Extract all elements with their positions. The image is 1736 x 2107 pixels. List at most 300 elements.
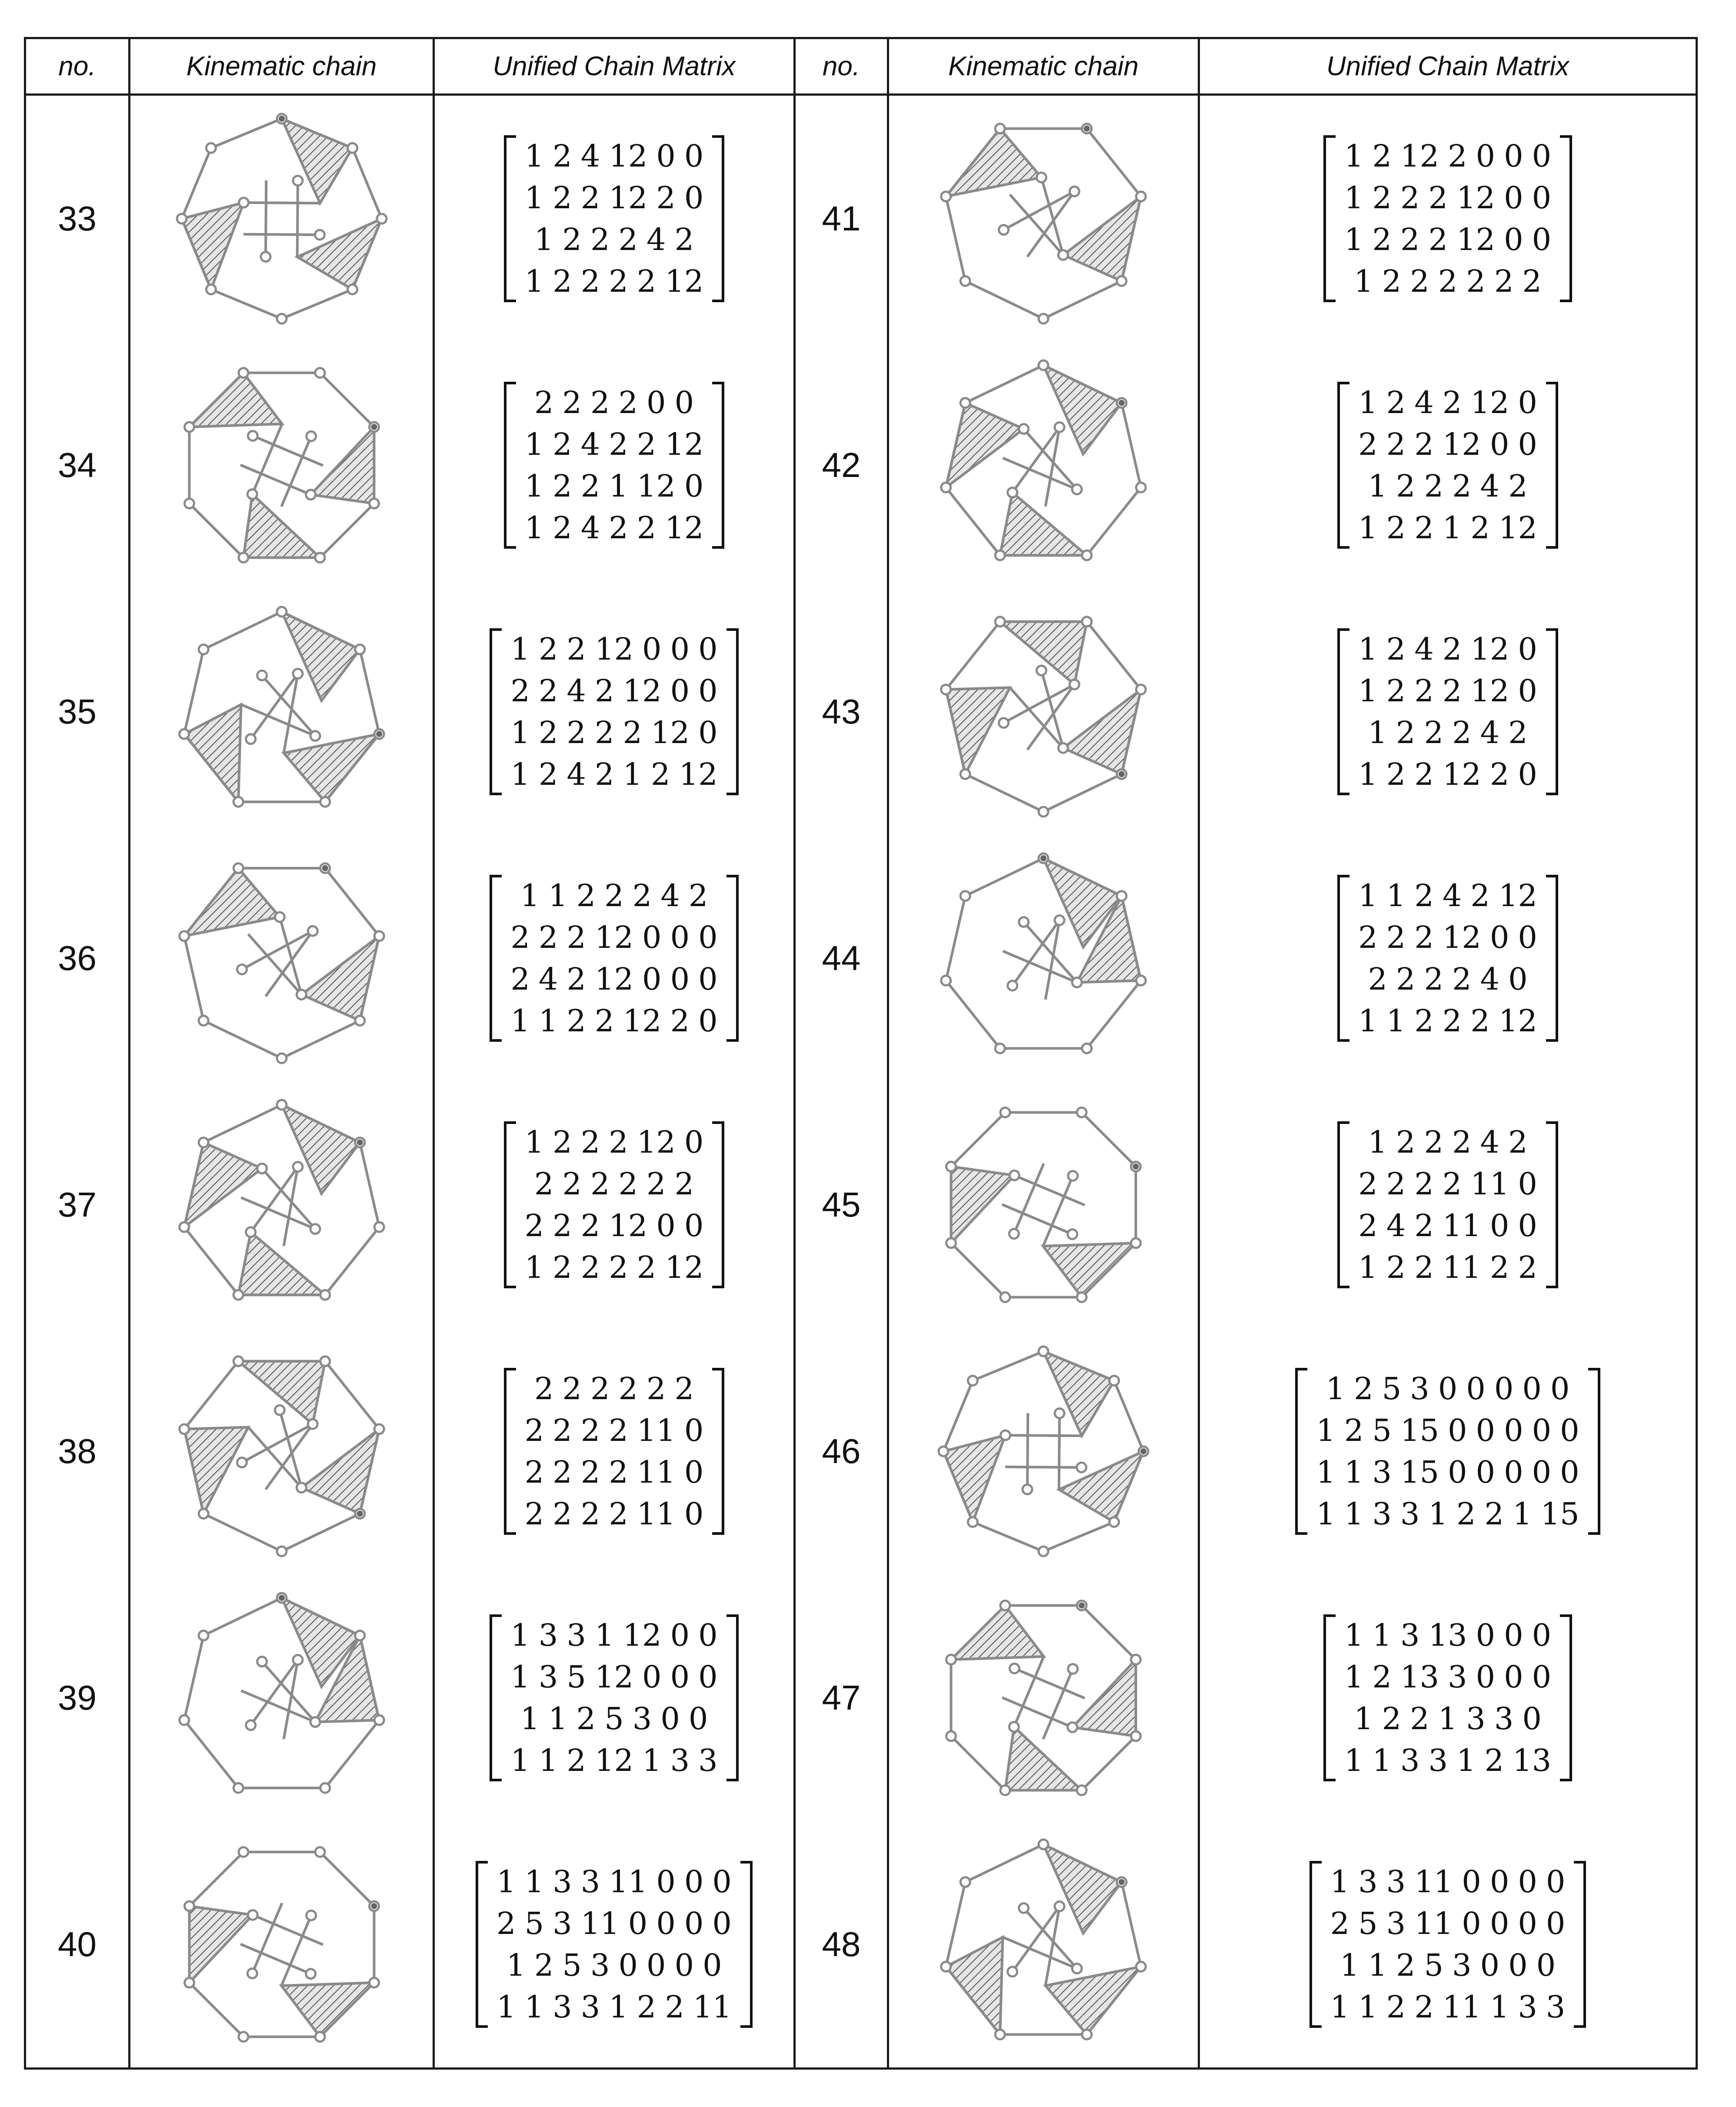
matrix-row bbox=[1340, 260, 1556, 302]
matrix-entry: 2 bbox=[1386, 673, 1406, 709]
matrix-row bbox=[520, 1493, 708, 1535]
joint-node bbox=[946, 1238, 956, 1248]
matrix-entry: 2 bbox=[636, 1249, 656, 1285]
kinematic-chain-38-diagram bbox=[160, 1338, 403, 1564]
ternary-link-hatched bbox=[301, 1429, 379, 1514]
matrix-entry: 0 bbox=[684, 468, 704, 504]
joint-node bbox=[374, 1222, 384, 1232]
matrix-entry: 2 bbox=[566, 961, 586, 997]
joint-node bbox=[1110, 1517, 1119, 1527]
joint-node bbox=[941, 192, 951, 201]
matrix-entry: 2 bbox=[636, 510, 656, 546]
matrix-entry: 2 bbox=[609, 1496, 628, 1532]
matrix-entry: 2 bbox=[1442, 1166, 1462, 1202]
matrix-right-bracket bbox=[712, 135, 724, 302]
matrix-entry: 1 bbox=[1438, 1700, 1458, 1737]
matrix-row bbox=[1354, 1163, 1542, 1205]
ternary-link-hatched bbox=[1043, 1844, 1122, 1933]
matrix-row bbox=[1354, 958, 1542, 1000]
matrix-entry: 2 bbox=[1386, 510, 1406, 546]
matrix-row bbox=[520, 465, 708, 507]
matrix-entry: 2 bbox=[674, 1370, 694, 1407]
joint-node bbox=[1072, 1964, 1082, 1973]
matrix-entry: 2 bbox=[1414, 1249, 1434, 1285]
matrix-entry: 0 bbox=[1532, 222, 1552, 258]
joint-node bbox=[1039, 1547, 1048, 1556]
chain-number: 46 bbox=[822, 1431, 861, 1470]
matrix-entry: 2 bbox=[636, 427, 656, 463]
matrix-entry: 0 bbox=[1522, 1370, 1542, 1407]
matrix-entry: 0 bbox=[1518, 385, 1537, 421]
joint-node bbox=[308, 1419, 317, 1429]
matrix-entry: 12 bbox=[636, 468, 676, 504]
matrix-row bbox=[506, 1656, 722, 1698]
matrix-entry: 0 bbox=[1480, 1947, 1500, 1983]
joint-node bbox=[995, 1043, 1005, 1053]
unified-chain-matrix bbox=[1337, 875, 1558, 1042]
matrix-entry: 1 bbox=[510, 1659, 530, 1695]
matrix-entry: 4 bbox=[1442, 878, 1462, 914]
matrix-row bbox=[520, 1163, 708, 1205]
chain-number: 39 bbox=[58, 1678, 97, 1717]
matrix-entry: 3 bbox=[580, 1989, 600, 2025]
matrix-entry: 1 bbox=[1358, 878, 1378, 914]
joint-node bbox=[184, 1901, 194, 1911]
matrix-entry: 11 bbox=[1414, 1905, 1453, 1941]
matrix-entry: 3 bbox=[1372, 1454, 1392, 1490]
matrix-entry: 0 bbox=[1532, 1412, 1552, 1448]
matrix-entry: 0 bbox=[712, 1905, 732, 1941]
unified-chain-matrix bbox=[504, 1121, 725, 1288]
joint-node bbox=[238, 368, 248, 378]
matrix-entry: 1 bbox=[524, 1249, 544, 1285]
header-matrix-left: Unified Chain Matrix bbox=[434, 38, 795, 95]
ground-joint-marker bbox=[1133, 1164, 1139, 1170]
matrix-entry: 1 bbox=[524, 1989, 544, 2025]
matrix-entry: 2 bbox=[618, 222, 638, 258]
matrix-entry: 2 bbox=[609, 510, 628, 546]
matrix-entry: 12 bbox=[1498, 878, 1537, 914]
joint-node bbox=[355, 645, 364, 654]
matrix-entry: 1 bbox=[1344, 1742, 1364, 1778]
matrix-entry: 12 bbox=[1498, 1003, 1537, 1039]
matrix-entry: 1 bbox=[1344, 222, 1364, 258]
matrix-entry: 0 bbox=[1560, 1412, 1579, 1448]
matrix-entry: 1 bbox=[524, 263, 544, 300]
matrix-entry: 0 bbox=[684, 1905, 704, 1941]
binary-link bbox=[242, 1424, 313, 1462]
matrix-entry: 3 bbox=[1400, 1496, 1420, 1532]
matrix-row bbox=[506, 917, 722, 958]
matrix-right-bracket bbox=[1588, 1368, 1600, 1535]
matrix-entry: 1 bbox=[1344, 138, 1364, 174]
matrix-entry: 0 bbox=[698, 1617, 718, 1653]
matrix-row bbox=[520, 507, 708, 549]
unified-chain-matrix bbox=[1309, 1861, 1586, 2028]
joint-node bbox=[1019, 1903, 1029, 1913]
matrix-entry: 1 bbox=[1513, 1496, 1532, 1532]
matrix-row bbox=[520, 135, 708, 177]
matrix-right-bracket bbox=[726, 875, 739, 1042]
matrix-entry: 2 bbox=[1396, 961, 1416, 997]
matrix-row bbox=[1326, 1986, 1570, 2028]
matrix-row bbox=[1354, 1247, 1542, 1288]
matrix-entry: 2 bbox=[590, 1370, 610, 1407]
matrix-entry: 0 bbox=[1532, 1617, 1552, 1653]
matrix-entry: 1 bbox=[520, 1700, 540, 1737]
ground-joint-marker bbox=[1119, 1879, 1125, 1885]
chain-column-right bbox=[888, 95, 1199, 2069]
joint-node bbox=[1008, 981, 1017, 990]
joint-node bbox=[1055, 1901, 1064, 1911]
matrix-entry: 0 bbox=[642, 631, 662, 667]
chain-number: 38 bbox=[58, 1431, 97, 1470]
matrix-entry: 1 bbox=[1326, 1370, 1346, 1407]
matrix-entry: 0 bbox=[1489, 1864, 1509, 1900]
matrix-entry: 2 bbox=[1382, 263, 1402, 300]
ternary-link-hatched bbox=[184, 705, 241, 802]
unified-chain-matrix bbox=[490, 1614, 738, 1781]
joint-node bbox=[277, 1054, 287, 1063]
ground-joint-marker bbox=[376, 731, 382, 737]
matrix-entry: 1 bbox=[1344, 180, 1364, 216]
matrix-entry: 0 bbox=[1560, 1454, 1579, 1490]
matrix-row bbox=[520, 1410, 708, 1451]
ground-joint-marker bbox=[1079, 1602, 1085, 1608]
matrix-entry: 4 bbox=[1480, 468, 1500, 504]
matrix-entry: 0 bbox=[1550, 1370, 1570, 1407]
matrix-entry: 2 bbox=[1442, 1003, 1462, 1039]
matrix-entry: 2 bbox=[1396, 468, 1416, 504]
joint-node bbox=[960, 1877, 970, 1887]
matrix-entry: 2 bbox=[1414, 920, 1434, 956]
joint-node bbox=[347, 285, 357, 294]
matrix-entry: 0 bbox=[698, 1659, 718, 1695]
ground-joint-marker bbox=[279, 116, 285, 122]
joint-node bbox=[257, 1657, 267, 1666]
matrix-entry: 2 bbox=[590, 1166, 610, 1202]
matrix-entry: 12 bbox=[623, 1003, 662, 1039]
matrix-entry: 2 bbox=[510, 961, 530, 997]
matrix-entry: 2 bbox=[636, 263, 656, 300]
binary-link bbox=[1027, 1413, 1028, 1490]
matrix-entry: 0 bbox=[698, 631, 718, 667]
matrix-entry: 0 bbox=[698, 961, 718, 997]
matrix-entry: 2 bbox=[1386, 757, 1406, 793]
matrix-entry: 0 bbox=[1518, 757, 1537, 793]
matrix-entry: 3 bbox=[1400, 1742, 1420, 1778]
joint-node bbox=[1058, 743, 1068, 753]
matrix-entry: 2 bbox=[510, 673, 530, 709]
matrix-entry: 2 bbox=[566, 1003, 586, 1039]
matrix-entry: 12 bbox=[1456, 222, 1496, 258]
matrix-entry: 0 bbox=[698, 1003, 718, 1039]
matrix-entry: 2 bbox=[609, 1249, 628, 1285]
matrix-entry: 12 bbox=[1400, 138, 1439, 174]
matrix-row bbox=[1312, 1368, 1583, 1410]
matrix-entry: 2 bbox=[553, 138, 572, 174]
matrix-entry: 3 bbox=[553, 1905, 572, 1941]
matrix-entry: 2 bbox=[1428, 222, 1448, 258]
matrix-entry: 3 bbox=[1452, 1947, 1472, 1983]
joint-node bbox=[1068, 1171, 1078, 1180]
joint-node bbox=[1072, 485, 1082, 494]
joint-node bbox=[315, 368, 325, 378]
joint-node bbox=[1019, 917, 1029, 927]
matrix-entry: 0 bbox=[1504, 1454, 1523, 1490]
matrix-entry: 2 bbox=[534, 1166, 554, 1202]
joint-node bbox=[968, 1517, 977, 1527]
matrix-entry: 0 bbox=[684, 1412, 704, 1448]
joint-node bbox=[1077, 1292, 1086, 1302]
matrix-row bbox=[506, 958, 722, 1000]
joint-node bbox=[1039, 360, 1048, 370]
matrix-entry: 2 bbox=[580, 1412, 600, 1448]
matrix-entry: 4 bbox=[660, 878, 680, 914]
joint-node bbox=[315, 230, 324, 240]
matrix-entry: 2 bbox=[618, 1370, 638, 1407]
matrix-entry: 2 bbox=[646, 1166, 666, 1202]
matrix-entry: 2 bbox=[553, 1454, 572, 1490]
joint-node bbox=[941, 483, 951, 492]
matrix-entry: 12 bbox=[665, 263, 704, 300]
matrix-entry: 2 bbox=[562, 222, 582, 258]
matrix-left-bracket bbox=[476, 1861, 488, 2028]
matrix-entry: 0 bbox=[1462, 1905, 1481, 1941]
ground-joint-marker bbox=[322, 865, 328, 871]
matrix-entry: 2 bbox=[553, 1496, 572, 1532]
matrix-entry: 2 bbox=[576, 878, 596, 914]
matrix-entry: 2 bbox=[524, 1454, 544, 1490]
matrix-entry: 0 bbox=[628, 1905, 648, 1941]
joint-node bbox=[999, 718, 1009, 728]
matrix-entry: 1 bbox=[524, 427, 544, 463]
joint-node bbox=[308, 926, 317, 936]
joint-node bbox=[199, 645, 208, 654]
matrix-entry: 1 bbox=[1386, 878, 1406, 914]
unified-chain-matrix bbox=[1323, 1614, 1572, 1781]
matrix-entry: 1 bbox=[1368, 1124, 1387, 1160]
matrix-entry: 4 bbox=[1480, 961, 1500, 997]
matrix-row bbox=[1354, 507, 1542, 549]
matrix-entry: 1 bbox=[1358, 631, 1378, 667]
matrix-entry: 1 bbox=[524, 180, 544, 216]
matrix-entry: 11 bbox=[1442, 1249, 1481, 1285]
matrix-entry: 12 bbox=[1470, 631, 1509, 667]
matrix-entry: 0 bbox=[1476, 1617, 1496, 1653]
joint-node bbox=[179, 1222, 189, 1232]
matrix-entry: 1 bbox=[1428, 1496, 1448, 1532]
matrix-entry: 0 bbox=[684, 1454, 704, 1490]
matrix-entry: 2 bbox=[1414, 878, 1434, 914]
matrix-entry: 0 bbox=[1522, 1700, 1542, 1737]
matrix-entry: 2 bbox=[1372, 222, 1392, 258]
matrix-entry: 4 bbox=[1480, 715, 1500, 751]
matrix-right-bracket bbox=[1546, 628, 1558, 795]
matrix-row bbox=[1340, 1698, 1556, 1740]
matrix-entry: 2 bbox=[1354, 1370, 1373, 1407]
matrix-row bbox=[1354, 382, 1542, 423]
matrix-entry: 2 bbox=[1414, 1989, 1434, 2025]
matrix-entry: 3 bbox=[1466, 1700, 1486, 1737]
matrix-entry: 0 bbox=[1546, 1905, 1566, 1941]
joint-node bbox=[1055, 916, 1064, 925]
matrix-entry: 0 bbox=[703, 1947, 722, 1983]
joint-node bbox=[960, 891, 970, 901]
joint-node bbox=[374, 1424, 384, 1434]
matrix-row bbox=[1340, 135, 1556, 177]
matrix-entry: 2 bbox=[1386, 1249, 1406, 1285]
unified-chain-matrix bbox=[476, 1861, 753, 2028]
joint-node bbox=[1082, 2030, 1092, 2039]
binary-link bbox=[1004, 684, 1075, 723]
matrix-entry: 3 bbox=[632, 1700, 652, 1737]
joint-node bbox=[1131, 1731, 1140, 1741]
joint-node bbox=[179, 1715, 189, 1725]
joint-node bbox=[1131, 1238, 1140, 1248]
matrix-entry: 2 bbox=[632, 878, 652, 914]
matrix-entry: 2 bbox=[1414, 757, 1434, 793]
joint-node bbox=[1010, 1170, 1019, 1180]
binary-link bbox=[1004, 192, 1075, 230]
matrix-entry: 1 bbox=[510, 1742, 530, 1778]
matrix-entry: 0 bbox=[642, 1659, 662, 1695]
matrix-entry: 2 bbox=[651, 757, 670, 793]
joint-node bbox=[247, 1968, 257, 1978]
matrix-entry: 2 bbox=[1494, 263, 1514, 300]
matrix-entry: 2 bbox=[1414, 1003, 1434, 1039]
matrix-row bbox=[1354, 670, 1542, 712]
matrix-entry: 4 bbox=[566, 673, 586, 709]
matrix-entry: 2 bbox=[1382, 1700, 1402, 1737]
matrix-entry: 11 bbox=[580, 1905, 620, 1941]
matrix-entry: 1 bbox=[510, 1617, 530, 1653]
matrix-entry: 3 bbox=[590, 1947, 610, 1983]
matrix-entry: 11 bbox=[693, 1989, 732, 2025]
ground-joint-marker bbox=[1040, 855, 1046, 861]
matrix-entry: 2 bbox=[623, 715, 643, 751]
matrix-entry: 3 bbox=[698, 1742, 718, 1778]
joint-node bbox=[347, 143, 357, 153]
matrix-entry: 2 bbox=[580, 1207, 600, 1244]
joint-node bbox=[199, 1138, 208, 1147]
chain-number: 34 bbox=[58, 446, 97, 485]
joint-node bbox=[1136, 976, 1146, 985]
matrix-right-bracket bbox=[712, 1121, 724, 1288]
matrix-entry: 2 bbox=[553, 180, 572, 216]
joint-node bbox=[374, 931, 384, 941]
joint-node bbox=[995, 2030, 1005, 2039]
matrix-entry: 2 bbox=[553, 510, 572, 546]
joint-node bbox=[1136, 192, 1146, 201]
matrix-entry: 4 bbox=[580, 138, 600, 174]
matrix-entry: 1 bbox=[524, 138, 544, 174]
matrix-entry: 5 bbox=[562, 1947, 582, 1983]
matrix-entry: 0 bbox=[1504, 1617, 1523, 1653]
ternary-link-hatched bbox=[1046, 1967, 1141, 2034]
matrix-entry: 3 bbox=[1410, 1370, 1429, 1407]
header-matrix-right: Unified Chain Matrix bbox=[1199, 38, 1697, 95]
matrix-entry: 2 bbox=[1330, 1905, 1350, 1941]
matrix-entry: 12 bbox=[665, 427, 704, 463]
matrix-entry: 1 bbox=[1386, 1003, 1406, 1039]
matrix-right-bracket bbox=[726, 628, 739, 795]
matrix-entry: 2 bbox=[1489, 757, 1509, 793]
matrix-entry: 4 bbox=[1414, 631, 1434, 667]
matrix-entry: 1 bbox=[1339, 1947, 1359, 1983]
kinematic-chain-42-diagram bbox=[922, 352, 1165, 578]
joint-node bbox=[233, 797, 243, 807]
matrix-row bbox=[506, 1000, 722, 1042]
ternary-link-hatched bbox=[943, 1435, 1005, 1522]
joint-node bbox=[310, 1224, 320, 1234]
matrix-entry: 2 bbox=[665, 1989, 684, 2025]
matrix-entry: 0 bbox=[642, 920, 662, 956]
matrix-entry: 2 bbox=[656, 180, 676, 216]
matrix-entry: 0 bbox=[1504, 138, 1523, 174]
kinematic-chain-47-diagram bbox=[922, 1585, 1165, 1811]
joint-node bbox=[377, 214, 387, 223]
matrix-entry: 12 bbox=[665, 510, 704, 546]
ground-joint-marker bbox=[1140, 1448, 1146, 1454]
matrix-entry: 11 bbox=[636, 1454, 676, 1490]
matrix-row bbox=[506, 628, 722, 670]
matrix-entry: 1 bbox=[534, 222, 554, 258]
ground-joint-marker bbox=[357, 1140, 363, 1146]
joint-node bbox=[968, 1376, 977, 1385]
matrix-entry: 3 bbox=[1447, 1659, 1467, 1695]
matrix-entry: 2 bbox=[562, 1370, 582, 1407]
matrix-entry: 0 bbox=[1504, 180, 1523, 216]
matrix-entry: 4 bbox=[1480, 1124, 1500, 1160]
joint-node bbox=[257, 671, 267, 680]
matrix-entry: 3 bbox=[1372, 1496, 1392, 1532]
matrix-row bbox=[492, 1903, 736, 1944]
matrix-entry: 0 bbox=[1518, 631, 1537, 667]
chain-number: 40 bbox=[58, 1924, 97, 1964]
matrix-entry: 0 bbox=[1518, 1905, 1537, 1941]
joint-node bbox=[277, 1547, 287, 1556]
matrix-entry: 2 bbox=[538, 920, 558, 956]
matrix-entry: 1 bbox=[642, 1742, 662, 1778]
matrix-entry: 3 bbox=[553, 1864, 572, 1900]
matrix-entry: 2 bbox=[1489, 1249, 1509, 1285]
matrix-left-bracket bbox=[490, 628, 502, 795]
matrix-entry: 12 bbox=[665, 1249, 704, 1285]
joint-node bbox=[238, 553, 248, 563]
matrix-entry: 0 bbox=[1508, 1947, 1528, 1983]
unified-chain-matrix bbox=[1337, 628, 1558, 795]
matrix-entry: 1 bbox=[524, 468, 544, 504]
matrix-entry: 2 bbox=[1424, 1124, 1443, 1160]
matrix-right-bracket bbox=[726, 1614, 739, 1781]
binary-link bbox=[243, 234, 320, 235]
matrix-entry: 2 bbox=[1358, 427, 1378, 463]
matrix-row bbox=[520, 1368, 708, 1410]
joint-node bbox=[293, 1655, 302, 1664]
joint-node bbox=[320, 1357, 330, 1366]
matrix-entry: 1 bbox=[1354, 263, 1373, 300]
matrix-entry: 3 bbox=[1494, 1700, 1514, 1737]
matrix-entry: 2 bbox=[1447, 138, 1467, 174]
matrix-entry: 2 bbox=[566, 631, 586, 667]
joint-node bbox=[1072, 978, 1082, 987]
joint-node bbox=[1019, 424, 1029, 434]
matrix-entry: 2 bbox=[618, 1166, 638, 1202]
matrix-entry: 2 bbox=[553, 1249, 572, 1285]
matrix-row bbox=[492, 1944, 736, 1986]
matrix-entry: 0 bbox=[670, 673, 690, 709]
